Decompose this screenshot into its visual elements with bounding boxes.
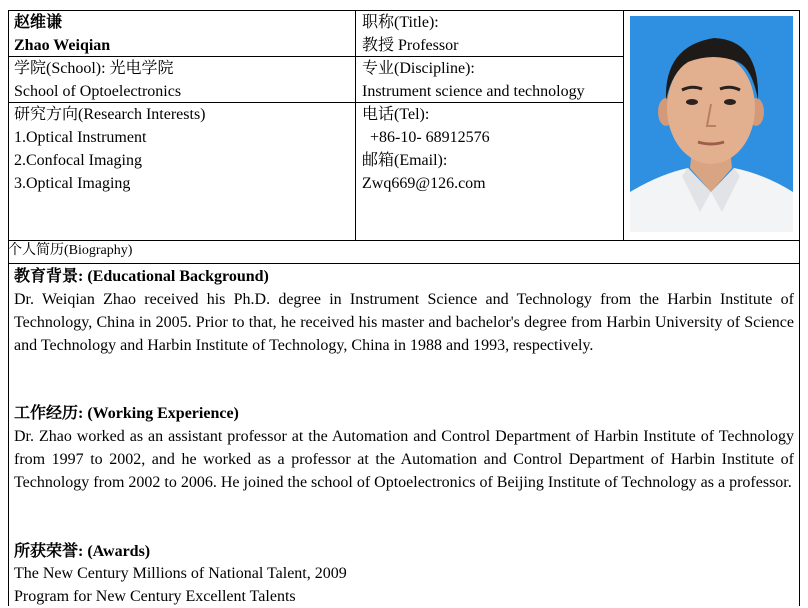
research-item: 2.Confocal Imaging: [14, 152, 142, 169]
research-label: 研究方向(Research Interests): [14, 106, 206, 123]
table-border-right: [799, 10, 800, 606]
awards-list: [14, 562, 347, 608]
school-label: 学院(School): 光电学院: [14, 60, 174, 77]
education-text: Dr. Weiqian Zhao received his Ph.D. degree in Instrument Science and Technology from the Harbin Institute of Technology, China in 2005. Prior to that, he received his master and bachelor's degree from Harbin University of Science and Technology and Harbin Institute of Technology, China in 1988 and 1993, respectively.: [14, 291, 794, 354]
research-item: 1.Optical Instrument: [14, 129, 147, 146]
table-border-left: [8, 10, 9, 606]
tel-value: +86-10- 68912576: [370, 129, 490, 146]
name-english: Zhao Weiqian: [14, 37, 111, 54]
row-divider-4: [8, 263, 800, 264]
name-chinese: 赵维谦: [14, 14, 63, 31]
discipline-label: 专业(Discipline):: [362, 60, 475, 77]
column-divider-2: [623, 10, 624, 240]
email-label: 邮箱(Email):: [362, 152, 448, 169]
work-text: Dr. Zhao worked as an assistant professor at the Automation and Control Department of Harbin Institute of Technology from 1997 to 2002, and he worked as a professor at the Automation and Control Department of Harbin Institute of Technology from 2002 to 2006. He joined the school of Optoelectronics of Beijing Institute of Technology as a professor.: [14, 428, 794, 491]
award-item: Program for New Century Excellent Talents: [14, 588, 296, 605]
work-title: 工作经历: (Working Experience): [14, 405, 239, 422]
contact-cell: [362, 103, 490, 195]
title-cell: [362, 11, 458, 57]
school-cell: [14, 57, 181, 103]
education-title: 教育背景: (Educational Background): [14, 268, 269, 285]
research-item: 3.Optical Imaging: [14, 175, 131, 192]
biography-header: 个人简历(Biography): [8, 243, 133, 258]
name-cell: [14, 11, 110, 57]
title-label: 职称(Title):: [362, 14, 439, 31]
award-item: The New Century Millions of National Talent, 2009: [14, 565, 347, 582]
portrait-photo: [630, 16, 793, 232]
school-value: School of Optoelectronics: [14, 83, 182, 100]
discipline-value: Instrument science and technology: [362, 83, 585, 100]
awards-title: 所获荣誉: (Awards): [14, 543, 151, 560]
email-value: Zwq669@126.com: [362, 175, 486, 192]
title-value: 教授 Professor: [362, 37, 459, 54]
column-divider-1: [355, 10, 356, 240]
discipline-cell: [362, 57, 585, 103]
research-cell: [14, 103, 206, 195]
tel-label: 电话(Tel):: [362, 106, 430, 123]
